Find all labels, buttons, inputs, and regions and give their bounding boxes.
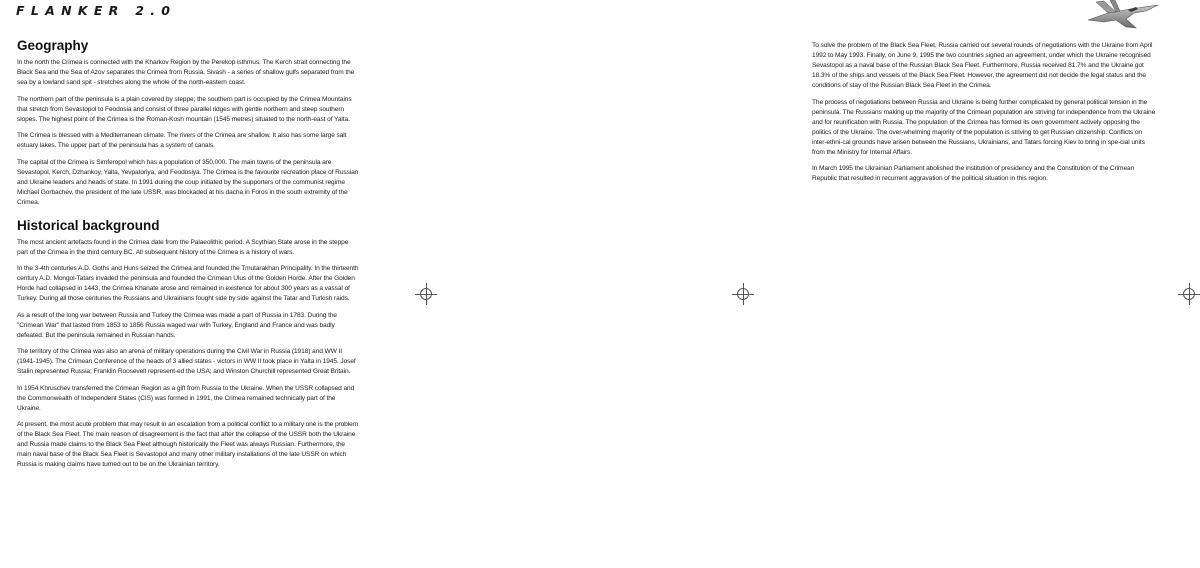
history-paragraph: In the 3-4th centuries A.D. Goths and Huns seized the Crimea and founded the Tmutarakhan Principality. In the thirteenth century A.D. Mongol-Tatars invaded the peninsula and founded the Crimean Ulus of the Golden Horde. After the Golden Horde had collapsed in 1443, the Crimea Khanate arose and remained in existence for about 300 years as a vassal of Turkey. During all those centuries the Russians and Ukrainians fought side by side against the Tatar and Turkish raids.: [17, 265, 359, 302]
left-column: [17, 36, 359, 477]
crosshair-icon: [1178, 283, 1200, 305]
geography-heading: Geography: [17, 38, 89, 53]
body-paragraph: In March 1995 the Ukrainian Parliament abolished the institution of presidency and the Constitution of the Crimean Republic that resulted in recurrent aggravation of the political situation in this region.: [812, 165, 1135, 182]
history-paragraph: In 1954 Khruschev transferred the Crimean Region as a gift from Russia to the Ukraine. When the USSR collapsed and the Commonwealth of Independent States (CIS) was formed in 1991, the Crimea remained technically part of the Ukraine.: [17, 384, 355, 412]
right-column: [812, 41, 1156, 191]
body-paragraph: The process of negotiations between Russia and Ukraine is being further complicated by general political tension in the peninsula. The Russians making up the majority of the Crimean population are striving for independence from the Ukraine and for reunification with Russia. The population of the Crimea has formed its own government actively opposing the politics of the Ukraine. The over-whelming majority of the population is striving to get Russian citizenship. Conflicts on inter-ethni-cal grounds have arisen between the Russians, Ukrainians, and Tatars forcing Kiev to bring in spe-cial units from the Ministry for Internal Affairs.: [812, 98, 1156, 156]
history-heading: Historical background: [17, 217, 160, 233]
body-paragraph: To solve the problem of the Black Sea Fleet, Russia carried out several rounds of negotiations with the Ukraine from April 1992 to May 1993. Finally, on June 9, 1995 the two countries signed an agreement, under which the Ukraine recognised Sevastopol as a naval base of the Russian Black Sea Fleet. Furthermore, Russia received 81.7% and the Ukraine got 18.3% of the ships and vessels of the Black Sea Fleet. However, the agreement did not decide the legal status and the conditions of stay of the Russian Black Sea Fleet in the Crimea.: [812, 42, 1153, 89]
history-paragraph: As a result of the long war between Russia and Turkey the Crimea was made a part of Russia in 1783. During the "Crimean War" that lasted from 1853 to 1856 Russia waged war with Turkey, England and France and was badly defeated. But the peninsula remained in Russian hands.: [17, 311, 337, 339]
document-header-title: FLANKER 2.0: [16, 3, 177, 18]
geography-paragraph: The Crimea is blessed with a Mediterranean climate. The rivers of the Crimea are shallow. It also has some large salt estuary lakes. The upper part of the peninsula has a system of canals.: [17, 132, 347, 149]
geography-paragraph: The northern part of the peninsula is a plain covered by steppe; the southern part is occupied by the Crimea Mountains that stretch from Sevastopol to Feodosia and consist of three parallel ridges with gentle northern and steep southern slopes. The highest point of the Crimea is the Roman-Kosh mountain (1545 metres) situated to the north-east of Yalta.: [17, 95, 352, 123]
history-paragraph: At present, the most acute problem that may result in an escalation from a political conflict to a military one is the problem of the Black Sea Fleet. The main reason of disagreement is the fact that after the collapse of the USSR both the Ukraine and Russia made claims to the Black Sea Fleet although historically the Fleet was always Russian. Furthermore, the main naval base of the Black Sea Fleet is Sevastopol and many other military installations of the late USSR on which Russia is making claims have turned out to be on the Ukrainian territory.: [17, 421, 359, 468]
geography-paragraph: The capital of the Crimea is Simferopol which has a population of 350,000. The main towns of the peninsula are Sevastopol, Kerch, Dzhankoy, Yalta, Yevpatoriya, and Feodosiya. The Crimea is the favourite recreation place of Russian and Ukraine leaders and heads of state. In 1991 during the coup initiated by the supporters of the communist regime Michael Gorbachev, the president of the late USSR, was blockaded at his dacha in Foros in the south extremity of the Crimea.: [17, 158, 359, 206]
history-paragraph: The territory of the Crimea was also an arena of military operations during the Civil War in Russia (1918) and WW II (1941-1945). The Crimean Conference of the heads of 3 allied states - victors in WW II took place in Yalta in 1945. Josef Stalin represented Russia; Franklin Roosevelt represent-ed the USA; and Winston Churchill represented Great Britain.: [17, 348, 356, 375]
geography-paragraph: In the north the Crimea is connected with the Kharkov Region by the Perekop isthmus. The Kerch strait connecting the Black Sea and the Sea of Azov separates the Crimea from Russia. Sivash - a series of shallow gulfs separated from the sea by a lowland sand spit - stretches along the whole of the north-eastern coast.: [17, 59, 355, 86]
crosshair-icon: [732, 283, 754, 305]
fighter-jet-icon: [1086, 0, 1160, 32]
crosshair-icon: [415, 283, 437, 305]
history-paragraph: The most ancient artefacts found in the Crimea date from the Palaeolithic period. A Scythian State arose in the steppe part of the Crimea in the third century BC. All subsequent history of the Crimea is a history of wars.: [17, 238, 349, 256]
